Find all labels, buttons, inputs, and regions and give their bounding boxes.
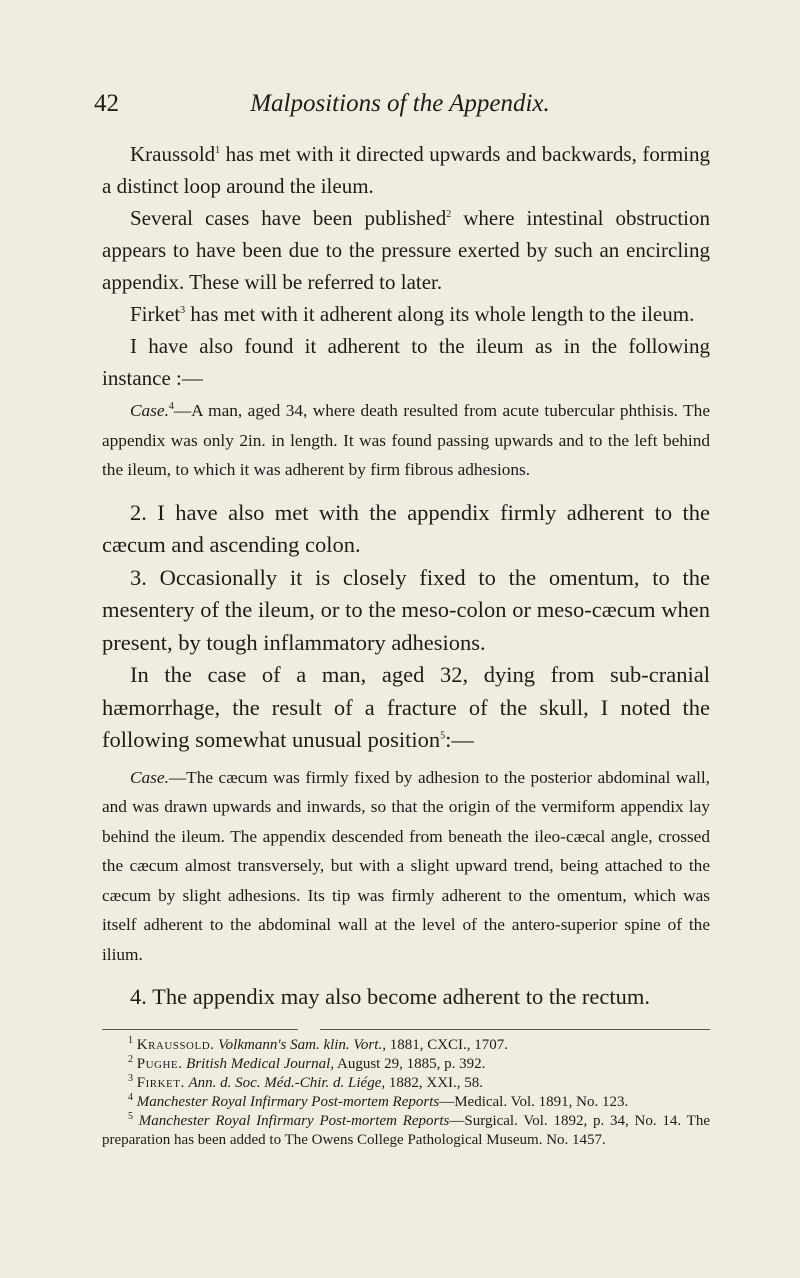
- footnote-3: [102, 1074, 710, 1093]
- footnote-ref: 3: [180, 305, 186, 316]
- footnote-rest: 1881, CXCI., 1707.: [385, 1036, 509, 1053]
- footnote-author: Pughe.: [136, 1055, 183, 1072]
- footnote-rest: —Medical. Vol. 1891, No. 123.: [439, 1093, 629, 1110]
- footnote-source: Ann. d. Soc. Méd.-Chir. d. Liége,: [188, 1074, 386, 1091]
- paragraph-text: Firket: [130, 302, 181, 326]
- paragraph-text: has met with it adherent along its whole length to the ileum.: [185, 302, 695, 326]
- paragraph-text: has met with it directed upwards and backwards, forming a distinct loop around the ileum.: [102, 142, 710, 198]
- paragraph-text: where intestinal obstruction appears to have been due to the pressure exerted by such an encircling appendix. These will be referred to later.: [102, 206, 710, 294]
- paragraph-published-cases: [102, 202, 710, 298]
- footnote-ref: 5: [440, 730, 446, 742]
- footnote-source: Volkmann's Sam. klin. Vort.,: [218, 1036, 386, 1053]
- footnote-rest: 1882, XXI., 58.: [385, 1074, 484, 1091]
- divider-rule: [102, 1029, 298, 1030]
- footnote-rest: —Surgical. Vol. 1892, p. 34, No. 14. The preparation has been added to The Owens College Pathological Museum. No. 1457.: [102, 1112, 710, 1148]
- page-body: [102, 138, 710, 1150]
- divider-rule: [320, 1029, 710, 1030]
- footnote-ref: 4: [168, 401, 174, 413]
- case-label: Case.: [130, 767, 169, 787]
- footnote-5: [102, 1112, 710, 1150]
- footnotes: [102, 1036, 710, 1150]
- footnote-number: 1: [128, 1034, 133, 1046]
- footnote-author: Kraussold.: [136, 1036, 215, 1053]
- footnote-author: Firket.: [136, 1074, 185, 1091]
- paragraph-kraussold: [102, 138, 710, 202]
- paragraph-subcranial-case: [102, 659, 710, 757]
- case-text: —A man, aged 34, where death resulted from acute tubercular phthisis. The appendix was only 2in. in length. It was found passing upwards and to the left behind the ileum, to which it was adherent by firm fibrous adhesions.: [102, 401, 710, 479]
- case-text: —The cæcum was firmly fixed by adhesion to the posterior abdominal wall, and was drawn upwards and inwards, so that the origin of the vermiform appendix lay behind the ileum. The appendix descended from beneath the ileo-cæcal angle, crossed the cæcum almost transversely, but with a slight upward trend, being attached to the cæcum by slight adhesions. Its tip was firmly adherent to the omentum, which was itself adherent to the abdominal wall at the level of the antero-superior spine of the ilium.: [102, 767, 710, 964]
- paragraph-point-2: 2. I have also met with the appendix firmly adherent to the cæcum and ascending colon.: [102, 499, 710, 557]
- footnote-number: 5: [128, 1110, 133, 1122]
- paragraph-point-3: 3. Occasionally it is closely fixed to the omentum, to the mesentery of the ileum, or to the meso-colon or meso-cæcum when present, by tough inflammatory adhesions.: [102, 564, 710, 655]
- running-title: Malpositions of the Appendix.: [250, 90, 550, 117]
- page-header: [0, 86, 800, 126]
- footnote-source: Manchester Royal Infirmary Post-mortem Reports: [138, 1112, 450, 1129]
- footnote-source: British Medical Journal,: [186, 1055, 335, 1072]
- footnote-source: Manchester Royal Infirmary Post-mortem Reports: [136, 1093, 440, 1110]
- footnote-rest: August 29, 1885, p. 392.: [334, 1055, 486, 1072]
- footnote-divider: [102, 1026, 710, 1032]
- paragraph-text: In the case of a man, aged 32, dying from sub-cranial hæmorrhage, the result of a fracture of the skull, I noted the following somewhat unusual position: [102, 662, 710, 752]
- paragraph-firket: [102, 298, 710, 330]
- footnote-ref: 1: [215, 145, 221, 156]
- case-report-1: [102, 396, 710, 485]
- footnote-2: [102, 1055, 710, 1074]
- paragraph-point-4: 4. The appendix may also become adherent to the rectum.: [130, 984, 651, 1009]
- case-report-2: [102, 763, 710, 970]
- footnote-number: 2: [128, 1053, 133, 1065]
- page-number: 42: [94, 90, 119, 117]
- footnote-4: [102, 1093, 710, 1112]
- paragraph-following-instance: I have also found it adherent to the ileum as in the following instance :—: [102, 334, 710, 390]
- footnote-number: 4: [128, 1091, 133, 1103]
- paragraph-text: Several cases have been published: [130, 206, 447, 230]
- footnote-ref: 2: [446, 209, 452, 220]
- footnote-number: 3: [128, 1072, 133, 1084]
- case-label: Case.: [130, 401, 169, 420]
- footnote-1: [102, 1036, 710, 1055]
- paragraph-text: Kraussold: [130, 142, 216, 166]
- paragraph-text: :—: [445, 727, 474, 752]
